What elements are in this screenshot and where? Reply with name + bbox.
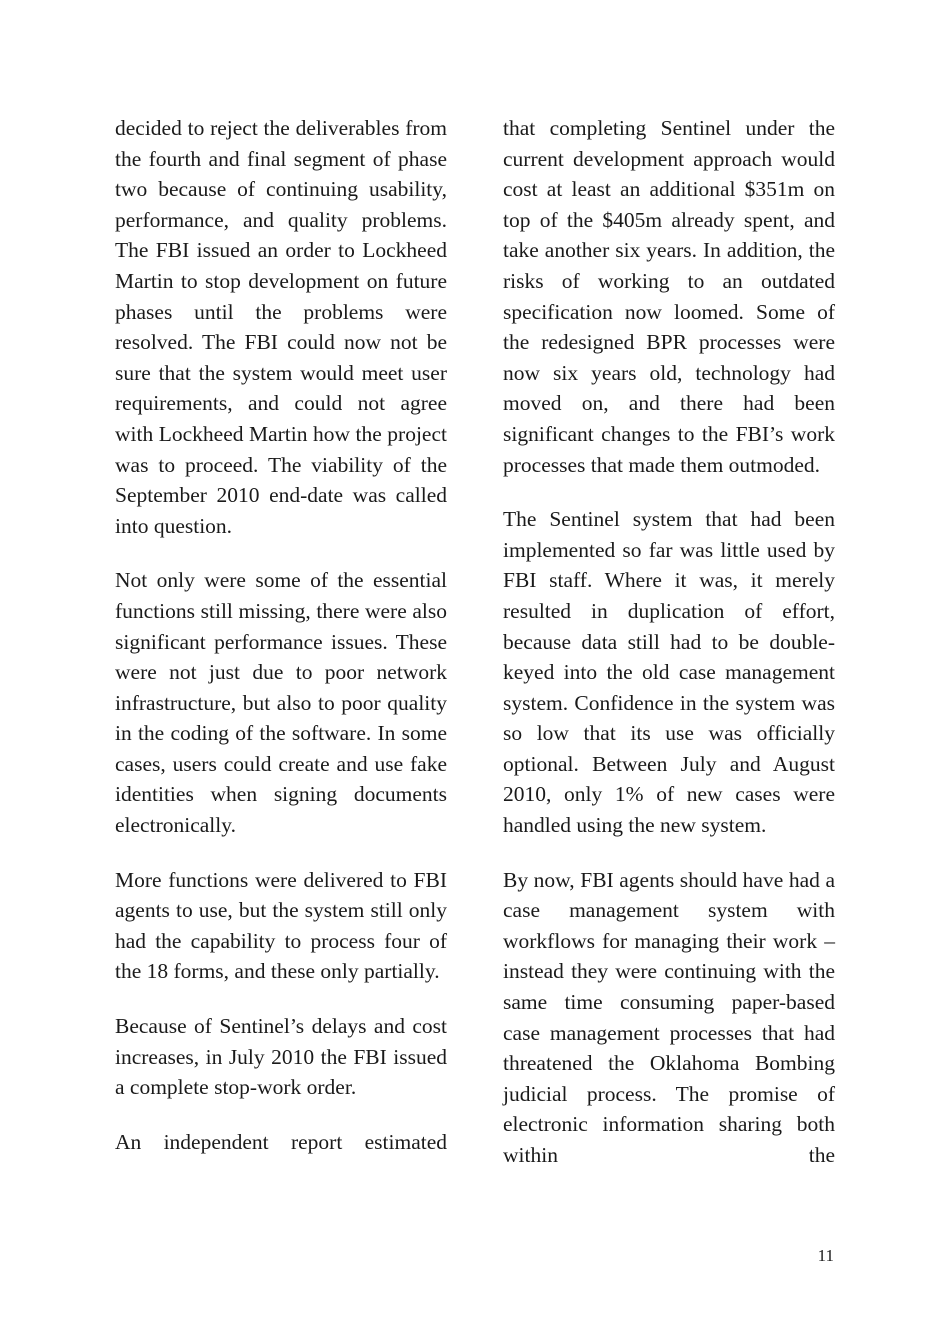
right-text-column: [503, 113, 835, 1195]
paragraph: An independent report estimated: [115, 1129, 447, 1154]
paragraph: that completing Sentinel under the current development approach would cost at least an additional $351m on top of the $405m already spent, and take another six years. In addition, the risks of working to an outdated specification now loomed. Some of the redesigned BPR processes were now six years old, technology had moved on, and there had been significant changes to the FBI’s work processes that made them outmoded.: [503, 116, 835, 477]
paragraph: decided to reject the deliverables from the fourth and final segment of phase two because of continuing usability, performance, and quality problems. The FBI issued an order to Lockheed Martin to stop development on future phases until the problems were resolved. The FBI could now not be sure that the system would meet user requirements, and could not agree with Lockheed Martin how the project was to proceed. The viability of the September 2010 end-date was called into question.: [115, 116, 447, 538]
paragraph: By now, FBI agents should have had a case management system with workflows for managing their work – instead they were continuing with the same time consuming paper-based case management processes that had threatened the Oklahoma Bombing judicial process. The promise of electronic information sharing both within the: [503, 867, 835, 1167]
left-text-column: [115, 113, 447, 1181]
paragraph: More functions were delivered to FBI agents to use, but the system still only had the capability to process four of the 18 forms, and these only partially.: [115, 867, 447, 984]
paragraph: Not only were some of the essential functions still missing, there were also significant performance issues. These were not just due to poor network infrastructure, but also to poor quality in the coding of the software. In some cases, users could create and use fake identities when signing documents electronically.: [115, 568, 447, 838]
page-number: 11: [817, 1246, 834, 1265]
paragraph: Because of Sentinel’s delays and cost increases, in July 2010 the FBI issued a complete stop-work order.: [115, 1014, 447, 1100]
paragraph: The Sentinel system that had been implemented so far was little used by FBI staff. Where it was, it merely resulted in duplication of effort, because data still had to be double-keyed into the old case management system. Confidence in the system was so low that its use was officially optional. Between July and August 2010, only 1% of new cases were handled using the new system.: [503, 507, 835, 838]
